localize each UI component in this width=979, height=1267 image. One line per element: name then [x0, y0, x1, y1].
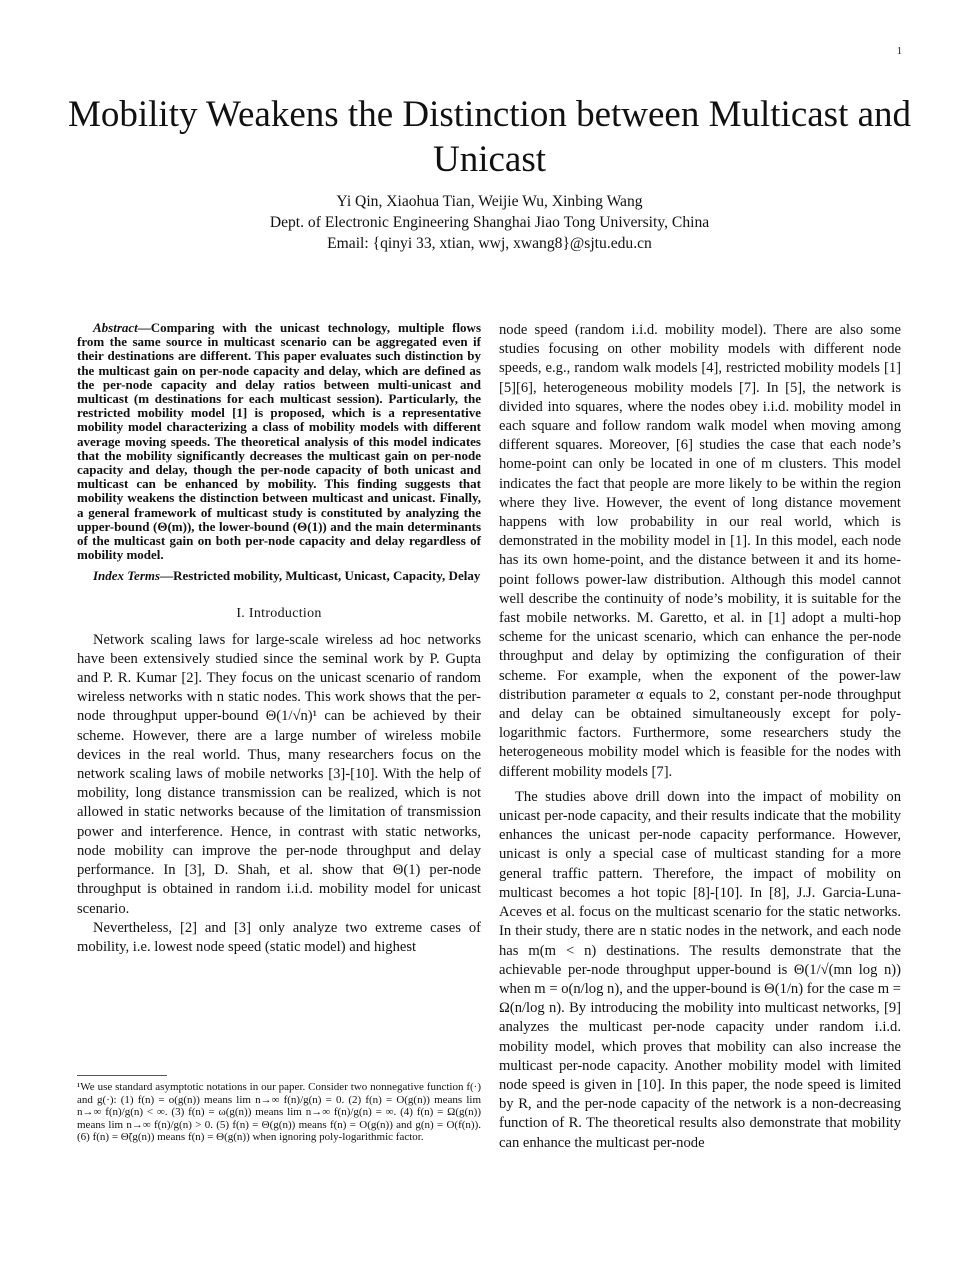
index-terms-label: Index Terms — [93, 568, 161, 584]
intro-paragraph-2: Nevertheless, [2] and [3] only analyze two extreme cases of mobility, i.e. lowest node speed (static model) and highest — [77, 919, 481, 955]
right-column — [499, 321, 901, 1153]
index-terms-text: —Restricted mobility, Multicast, Unicast, Capacity, Delay — [160, 568, 481, 584]
abstract-label: Abstract — [93, 320, 138, 335]
abstract-text: —Comparing with the unicast technology, multiple flows from the same source in multicast scenario can be aggregated even if their destinations are different. This paper evaluates such distinction by the multicast gain on per-node capacity and delay, which are defined as the per-node capacity and delay ratios between multi-unicast and multicast (m destinations for each multicast session). Particularly, the restricted mobility model [1] is proposed, which is a representative mobility model characterizing a class of mobility models with different average moving speeds. The theoretical analysis of this model indicates that the mobility significantly decreases the multicast gain on per-node capacity and delay, though the per-node capacity of both unicast and multicast can be enhanced by mobility. This finding suggests that mobility weakens the distinction between multicast and unicast. Finally, a general framework of multicast study is constituted by analyzing the upper-bound (Θ(m)), the lower-bound (Θ(1)) and the main determinants of the multicast gain on both per-node capacity and delay regardless of mobility model. — [77, 320, 481, 563]
paper-title: Mobility Weakens the Distinction between Multicast and Unicast — [67, 94, 912, 180]
author-block — [60, 191, 919, 254]
right-paragraph-2: The studies above drill down into the impact of mobility on unicast per-node capacity, and their results indicate that the mobility enhances the unicast per-node capacity performance. However, unicast is only a special case of multicast standing for a more general traffic pattern. Therefore, the impact of mobility on multicast becomes a hot topic [8]-[10]. In [8], J.J. Garcia-Luna-Aceves et al. focus on the multicast scenario for the static networks. In their study, there are n static nodes in the network, and each node has m(m < n) destinations. The results demonstrate that the achievable per-node throughput upper-bound is Θ(1/√(mn log n)) when m = o(n/log n), and the upper-bound is Θ(1/n) for the case m = Ω(n/log n). By introducing the mobility into multicast networks, [9] analyzes the multicast per-node capacity under random i.i.d. mobility model, which proves that mobility can also increase the multicast per-node capacity. Another mobility model with limited node speed is given in [10]. In this paper, the node speed is limited by R, and the per-node capacity of the network is a non-decreasing function of R. The theoretical results also demonstrate that mobility can enhance the multicast per-node — [499, 788, 901, 1151]
intro-paragraph-1: Network scaling laws for large-scale wireless ad hoc networks have been extensively studied since the seminal work by P. Gupta and P. R. Kumar [2]. They focus on the unicast scenario of random wireless networks with n static nodes. This work shows that the per-node throughput upper-bound Θ(1/√n)¹ can be achieved by their scheme. However, there are a large number of wireless mobile devices in the real world. Thus, many researchers focus on the network scaling laws of mobile networks [3]-[10]. With the help of mobility, long distance transmission can be realized, which is not allowed in static networks because of the limitation of transmission power and interference. Hence, in contrast with static networks, node mobility can improve the per-node throughput and delay performance. In [3], D. Shah, et al. show that Θ(1) per-node throughput is obtained in random i.i.d. mobility model for unicast scenario. — [77, 631, 481, 917]
page-number: 1 — [897, 46, 902, 57]
footnote — [77, 1081, 481, 1144]
footnote-text: ¹We use standard asymptotic notations in our paper. Consider two nonnegative function f(·) and g(·): (1) f(n) = o(g(n)) means lim n→∞ f(n)/g(n) = 0. (2) f(n) = O(g(n)) means lim n→∞ f(n)/g(n) < ∞. (3) f(n) = ω(g(n)) means lim n→∞ f(n)/g(n) = ∞. (4) f(n) = Ω(g(n)) means lim n→∞ f(n)/g(n) > 0. (5) f(n) = Θ(g(n)) means f(n) = O(g(n)) and g(n) = O(f(n)). (6) f(n) = Θ̃(g(n)) means f(n) = Θ(g(n)) when ignoring poly-logarithmic factor. — [77, 1081, 481, 1144]
index-terms — [77, 569, 481, 583]
abstract — [77, 321, 481, 562]
section-heading-introduction: I. Introduction — [236, 605, 322, 621]
left-column — [77, 321, 481, 957]
affiliation: Dept. of Electronic Engineering Shanghai Jiao Tong University, China — [269, 214, 710, 231]
author-names: Yi Qin, Xiaohua Tian, Weijie Wu, Xinbing Wang — [336, 193, 643, 210]
right-paragraph-1: node speed (random i.i.d. mobility model). There are also some studies focusing on other mobility models with different node speeds, e.g., random walk models [4], restricted mobility models [1][5][6], heterogeneous mobility models [7]. In [5], the network is divided into squares, where the nodes obey i.i.d. mobility model in each square and follow random walk model when moving among different squares. Moreover, [6] studies the case that each node’s home-point can only be located in one of m clusters. This model indicates the fact that people are more likely to be within the region where they live. However, the event of long distance movement happens with low probability in our real world, which is demonstrated in the mobility model in [1]. In this model, each node has its own home-point, and the distance between it and its home-point follows power-law distribution. Although this model cannot well describe the continuity of node’s mobility, it is suitable for the fast mobile networks. M. Garetto, et al. in [1] adopt a multi-hop scheme for the unicast scenario, which can enhance the per-node throughput and delay by optimizing the configuration of their scheme. For example, when the exponent of the power-law distribution parameter α equals to 2, constant per-node throughput and delay can be obtained simultaneously except for poly-logarithmic factors. Furthermore, some researchers study the heterogeneous mobility model which is feasible for the nodes with different mobility models [7]. — [499, 322, 901, 780]
footnote-rule — [77, 1075, 167, 1076]
author-email: Email: {qinyi 33, xtian, wwj, xwang8}@sjtu.edu.cn — [327, 235, 652, 252]
